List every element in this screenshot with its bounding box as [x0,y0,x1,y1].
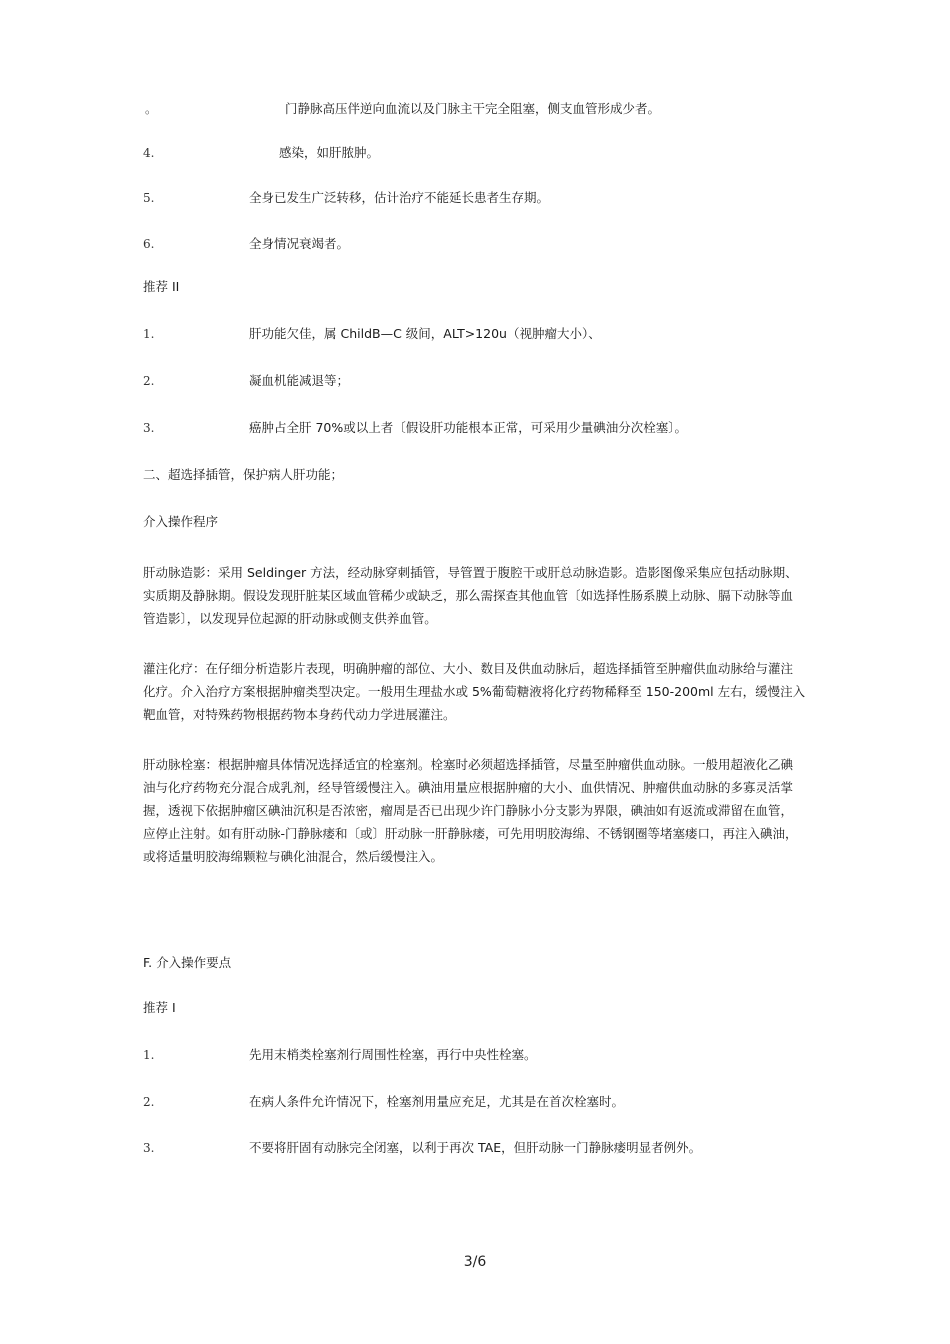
paragraph-line: 或将适量明胶海绵颗粒与碘化油混合，然后缓慢注入。 [143,849,444,864]
list-number: 4. [143,146,155,160]
list-item-text: 不要将肝固有动脉完全闭塞，以利于再次 TAE，但肝动脉一门静脉瘘明显者例外。 [249,1140,702,1155]
paragraph-line: 应停止注射。如有肝动脉-门静脉瘘和〔或〕肝动脉一肝静脉瘘，可先用明胶海绵、不锈钢圈等堵塞瘘口，再注入碘油， [143,826,798,841]
paragraph-line: 肝动脉造影：采用 Seldinger 方法，经动脉穿刺插管，导管置于腹腔干或肝总动脉造影。造影图像采集应包括动脉期、 [143,565,798,580]
paragraph-line: 肝动脉栓塞：根据肿瘤具体情况选择适宜的栓塞剂。栓塞时必须超选择插管，尽量至肿瘤供血动脉。一般用超液化乙碘 [143,757,794,772]
paragraph-hepatic-embolization [143,753,808,868]
procedure-heading: 介入操作程序 [143,514,219,529]
list-item-text: 全身已发生广泛转移，估计治疗不能延长患者生存期。 [249,190,550,205]
list-number: 。 [145,102,158,116]
list-item-text: 癌肿占全肝 70%或以上者〔假设肝功能根本正常，可采用少量碘油分次栓塞〕。 [249,420,688,435]
list-number: 3. [143,1141,155,1155]
list-number: 3. [143,421,155,435]
paragraph-line: 灌注化疗：在仔细分析造影片表现，明确肿瘤的部位、大小、数目及供血动脉后，超选择插管至肿瘤供血动脉给与灌注 [143,661,794,676]
paragraph-line: 化疗。介入治疗方案根据肿瘤类型决定。一般用生理盐水或 5%葡萄糖液将化疗药物稀释至 150-200ml 左右，缓慢注入 [143,684,806,699]
paragraph-line: 实质期及静脉期。假设发现肝脏某区域血管稀少或缺乏，那么需探查其他血管〔如选择性肠系膜上动脉、膈下动脉等血 [143,588,794,603]
list-item-text: 门静脉高压伴逆向血流以及门脉主干完全阻塞，侧支血管形成少者。 [285,101,661,116]
paragraph-line: 靶血管，对特殊药物根据药物本身药代动力学进展灌注。 [143,707,456,722]
paragraph-line: 握，透视下依据肿瘤区碘油沉积是否浓密，瘤周是否已出现少许门静脉小分支影为界限，碘油如有返流或滞留在血管， [143,803,794,818]
list-number: 5. [143,191,155,205]
list-number: 6. [143,237,155,251]
paragraph-infusion-chemotherapy [143,657,808,726]
list-item-text: 在病人条件允许情况下，栓塞剂用量应充足，尤其是在首次栓塞时。 [249,1094,625,1109]
list-number: 1. [143,1048,155,1062]
section-heading: 二、超选择插管，保护病人肝功能； [143,467,344,482]
page-number: 3/6 [463,1254,487,1270]
list-item-text: 先用末梢类栓塞剂行周围性栓塞，再行中央性栓塞。 [249,1047,537,1062]
list-number: 2. [143,1095,155,1109]
list-number: 2. [143,374,155,388]
list-item-text: 感染，如肝脓肿。 [279,145,380,160]
paragraph-line: 管造影〕，以发现异位起源的肝动脉或侧支供养血管。 [143,611,437,626]
key-points-heading: F. 介入操作要点 [143,955,232,970]
recommendation-ii-heading: 推荐 II [143,279,180,294]
paragraph-line: 油与化疗药物充分混合成乳剂，经导管缓慢注入。碘油用量应根据肿瘤的大小、血供情况、肿瘤供血动脉的多寡灵活掌 [143,780,794,795]
list-number: 1. [143,327,155,341]
paragraph-hepatic-angiography [143,561,808,630]
list-item-text: 肝功能欠佳，属 ChildB—C 级间，ALT>120u（视肿瘤大小）、 [249,326,601,341]
recommendation-i-heading: 推荐 I [143,1000,176,1015]
list-item-text: 凝血机能减退等； [249,373,350,388]
list-item-text: 全身情况衰竭者。 [249,236,350,251]
